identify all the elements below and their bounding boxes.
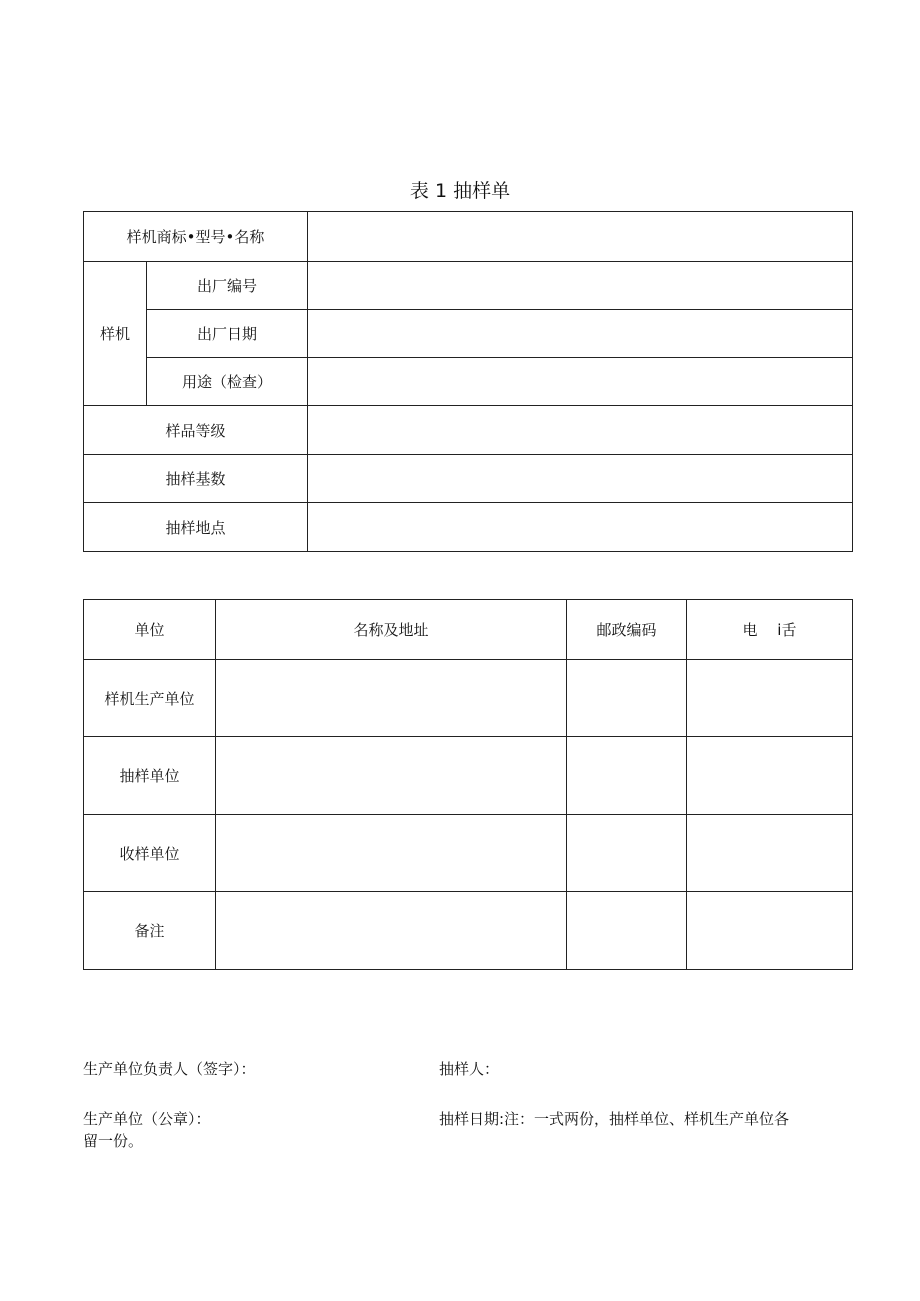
producer-name-address-cell[interactable] xyxy=(216,660,567,737)
sampler-unit-name-address-cell[interactable] xyxy=(216,737,567,815)
remarks-postal-code-cell[interactable] xyxy=(567,892,687,970)
header-postal-code: 邮政编码 xyxy=(567,600,687,660)
brand-model-name-value[interactable] xyxy=(308,212,853,262)
grade-label: 样品等级 xyxy=(84,406,308,455)
header-unit: 单位 xyxy=(84,600,216,660)
receiving-unit-postal-code-cell[interactable] xyxy=(567,815,687,892)
row-label-producer: 样机生产单位 xyxy=(84,660,216,737)
unit-table xyxy=(83,599,853,970)
production-date-label: 出厂日期 xyxy=(147,310,308,358)
production-date-value[interactable] xyxy=(308,310,853,358)
table-row xyxy=(84,737,853,815)
sampler-label: 抽样人： xyxy=(439,1060,500,1078)
row-label-remarks: 备注 xyxy=(84,892,216,970)
table-header-row xyxy=(84,600,853,660)
sampling-base-value[interactable] xyxy=(308,455,853,503)
grade-value[interactable] xyxy=(308,406,853,455)
sample-info-table xyxy=(83,211,853,552)
table-row xyxy=(84,660,853,737)
serial-number-label: 出厂编号 xyxy=(147,262,308,310)
brand-model-name-label: 样机商标•型号•名称 xyxy=(84,212,308,262)
sampling-base-label: 抽样基数 xyxy=(84,455,308,503)
header-phone: 电 i舌 xyxy=(687,600,853,660)
serial-number-value[interactable] xyxy=(308,262,853,310)
page-title: 表 1 抽样单 xyxy=(409,180,511,202)
company-seal-label: 生产单位（公章）： xyxy=(83,1110,211,1128)
remarks-phone-cell[interactable] xyxy=(687,892,853,970)
receiving-unit-phone-cell[interactable] xyxy=(687,815,853,892)
note-continued: 留一份。 xyxy=(83,1132,144,1150)
producer-postal-code-cell[interactable] xyxy=(567,660,687,737)
usage-value[interactable] xyxy=(308,358,853,406)
row-label-sampler-unit: 抽样单位 xyxy=(84,737,216,815)
row-label-receiving-unit: 收样单位 xyxy=(84,815,216,892)
sample-group-label: 样机 xyxy=(84,262,147,406)
table-row xyxy=(84,815,853,892)
sampling-location-label: 抽样地点 xyxy=(84,503,308,552)
receiving-unit-name-address-cell[interactable] xyxy=(216,815,567,892)
manager-signature-label: 生产单位负责人（签字）： xyxy=(83,1060,256,1078)
sampler-unit-postal-code-cell[interactable] xyxy=(567,737,687,815)
header-name-address: 名称及地址 xyxy=(216,600,567,660)
sampler-unit-phone-cell[interactable] xyxy=(687,737,853,815)
producer-phone-cell[interactable] xyxy=(687,660,853,737)
sampling-date-note: 抽样日期:注：一式两份，抽样单位、样机生产单位各 xyxy=(439,1110,790,1128)
remarks-name-address-cell[interactable] xyxy=(216,892,567,970)
usage-label: 用途（检查） xyxy=(147,358,308,406)
sampling-location-value[interactable] xyxy=(308,503,853,552)
table-row xyxy=(84,892,853,970)
